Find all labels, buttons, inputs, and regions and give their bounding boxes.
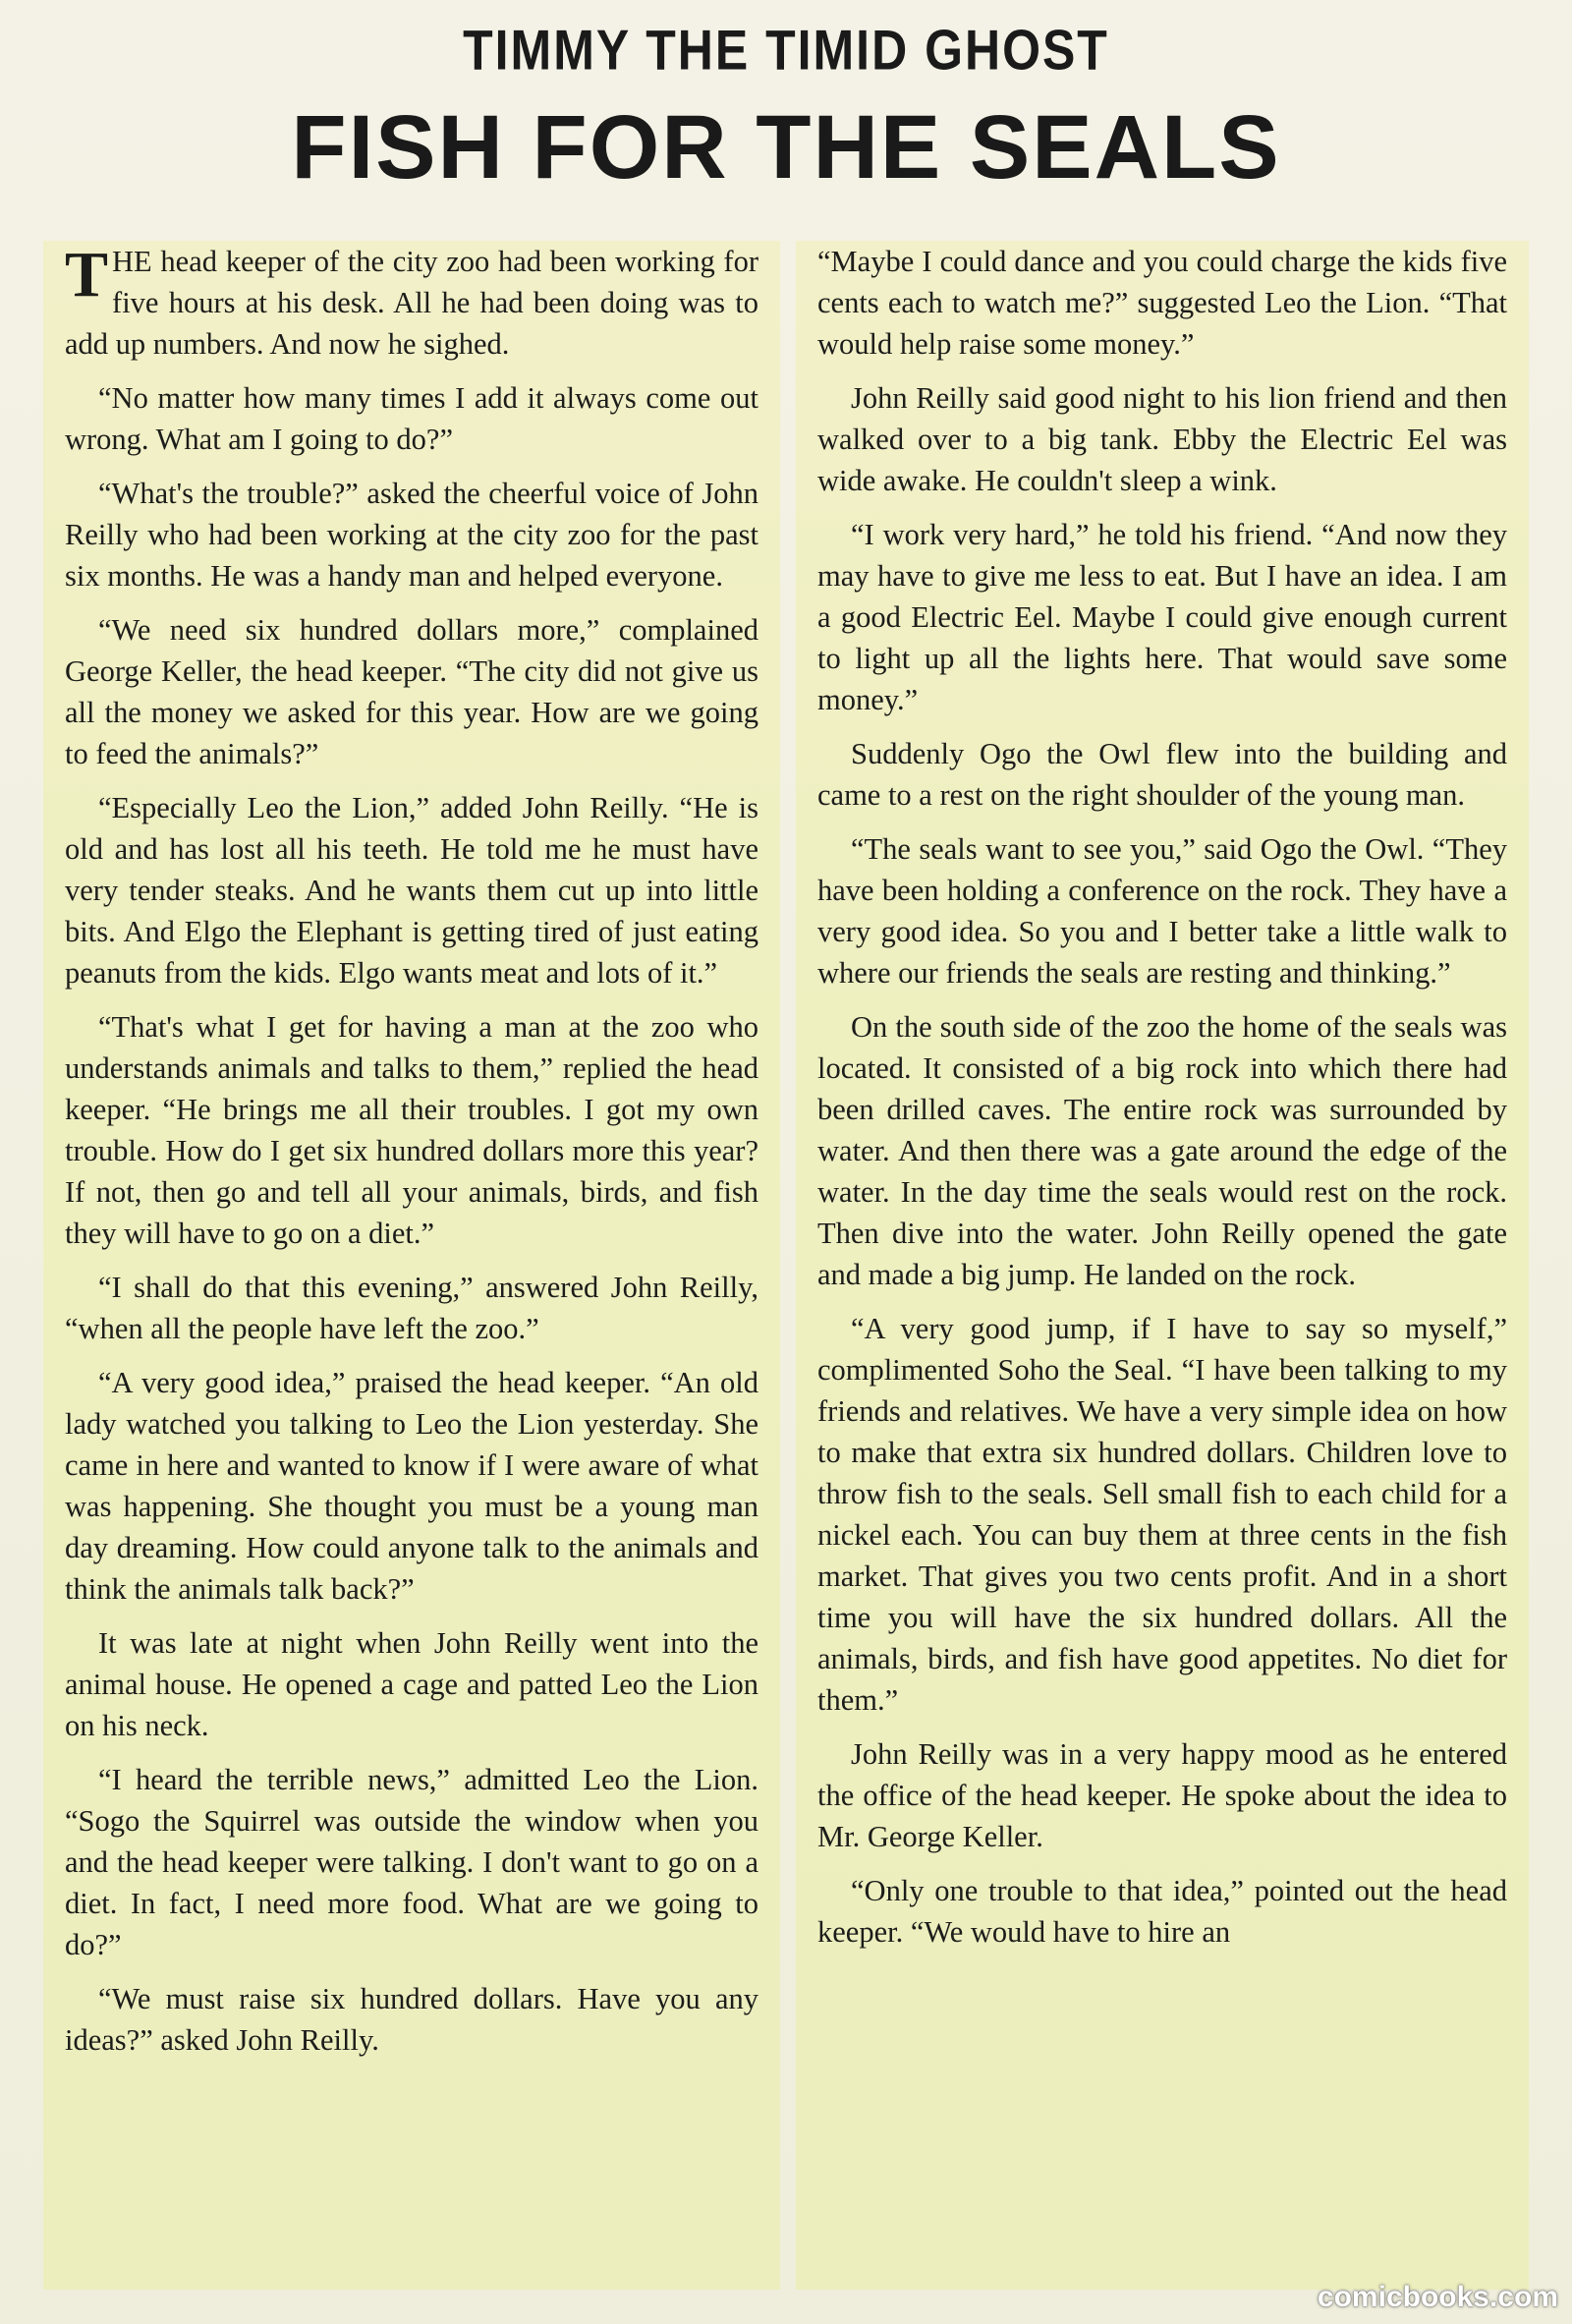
story-paragraph: “The seals want to see you,” said Ogo the Owl. “They have been holding a conference on the rock. They have a very good idea. So you and I better take a little walk to where our friends the seals are resting and thinking.” <box>817 832 1507 990</box>
story-title: FISH FOR THE SEALS <box>291 97 1281 198</box>
story-paragraph <box>65 241 758 365</box>
story-paragraph: “We must raise six hundred dollars. Have you any ideas?” asked John Reilly. <box>65 1982 758 2057</box>
story-paragraph: “Maybe I could dance and you could charge the kids five cents each to watch me?” suggested Leo the Lion. “That would help raise some money.” <box>817 245 1507 361</box>
watermark: comicbooks.com <box>1317 2281 1558 2313</box>
paragraph-text: HE head keeper of the city zoo had been working for five hours at his desk. All he had been doing was to add up numbers. And now he sighed. <box>65 245 758 361</box>
story-paragraph: On the south side of the zoo the home of the seals was located. It consisted of a big rock into which there had been drilled caves. The entire rock was surrounded by water. And then there was a gate around the edge of the water. In the day time the seals would rest on the rock. Then dive into the water. John Reilly opened the gate and made a big jump. He landed on the rock. <box>817 1010 1507 1291</box>
story-paragraph: “Only one trouble to that idea,” pointed out the head keeper. “We would have to hire an <box>817 1874 1507 1949</box>
series-title: TIMMY THE TIMID GHOST <box>463 18 1109 83</box>
story-paragraph: John Reilly said good night to his lion friend and then walked over to a big tank. Ebby the Electric Eel was wide awake. He couldn't sleep a wink. <box>817 381 1507 497</box>
story-paragraph: “I heard the terrible news,” admitted Leo the Lion. “Sogo the Squirrel was outside the window when you and the head keeper were talking. I don't want to go on a diet. In fact, I need more food. What are we going to do?” <box>65 1763 758 1961</box>
story-paragraph: “No matter how many times I add it always come out wrong. What am I going to do?” <box>65 381 758 456</box>
story-paragraph: John Reilly was in a very happy mood as he entered the office of the head keeper. He spoke about the idea to Mr. George Keller. <box>817 1737 1507 1853</box>
story-paragraph: “A very good idea,” praised the head keeper. “An old lady watched you talking to Leo the Lion yesterday. She came in here and wanted to know if I were aware of what was happening. She thought you must be a young man day dreaming. How could anyone talk to the animals and think the animals talk back?” <box>65 1366 758 1606</box>
story-paragraph: It was late at night when John Reilly went into the animal house. He opened a cage and patted Leo the Lion on his neck. <box>65 1626 758 1742</box>
story-paragraph: “Especially Leo the Lion,” added John Reilly. “He is old and has lost all his teeth. He told me he must have very tender steaks. And he wants them cut up into little bits. And Elgo the Elephant is getting tired of just eating peanuts from the kids. Elgo wants meat and lots of it.” <box>65 791 758 990</box>
right-column <box>796 241 1529 2290</box>
story-paragraph: “I work very hard,” he told his friend. “And now they may have to give me less to eat. But I have an idea. I am a good Electric Eel. Maybe I could give enough current to light up all the lights here. That would save some money.” <box>817 518 1507 716</box>
story-paragraph: “That's what I get for having a man at the zoo who understands animals and talks to them,” replied the head keeper. “He brings me all their troubles. I got my own trouble. How do I get six hundred dollars more this year? If not, then go and tell all your animals, birds, and fish they will have to go on a diet.” <box>65 1010 758 1250</box>
story-paragraph: “A very good jump, if I have to say so myself,” complimented Soho the Seal. “I have been talking to my friends and relatives. We have a very simple idea on how to make that extra six hundred dollars. Children love to throw fish to the seals. Sell small fish to each child for a nickel each. You can buy them at three cents in the fish market. That gives you two cents profit. And in a short time you will have the six hundred dollars. All the animals, birds, and fish have good appetites. No diet for them.” <box>817 1312 1507 1717</box>
story-paragraph: “I shall do that this evening,” answered John Reilly, “when all the people have left the zoo.” <box>65 1271 758 1345</box>
story-paragraph: Suddenly Ogo the Owl flew into the building and came to a rest on the right shoulder of the young man. <box>817 737 1507 812</box>
drop-cap: T <box>65 241 109 311</box>
story-paragraph: “We need six hundred dollars more,” complained George Keller, the head keeper. “The city did not give us all the money we asked for this year. How are we going to feed the animals?” <box>65 613 758 770</box>
left-column <box>43 241 780 2290</box>
story-paragraph: “What's the trouble?” asked the cheerful voice of John Reilly who had been working at the city zoo for the past six months. He was a handy man and helped everyone. <box>65 477 758 593</box>
